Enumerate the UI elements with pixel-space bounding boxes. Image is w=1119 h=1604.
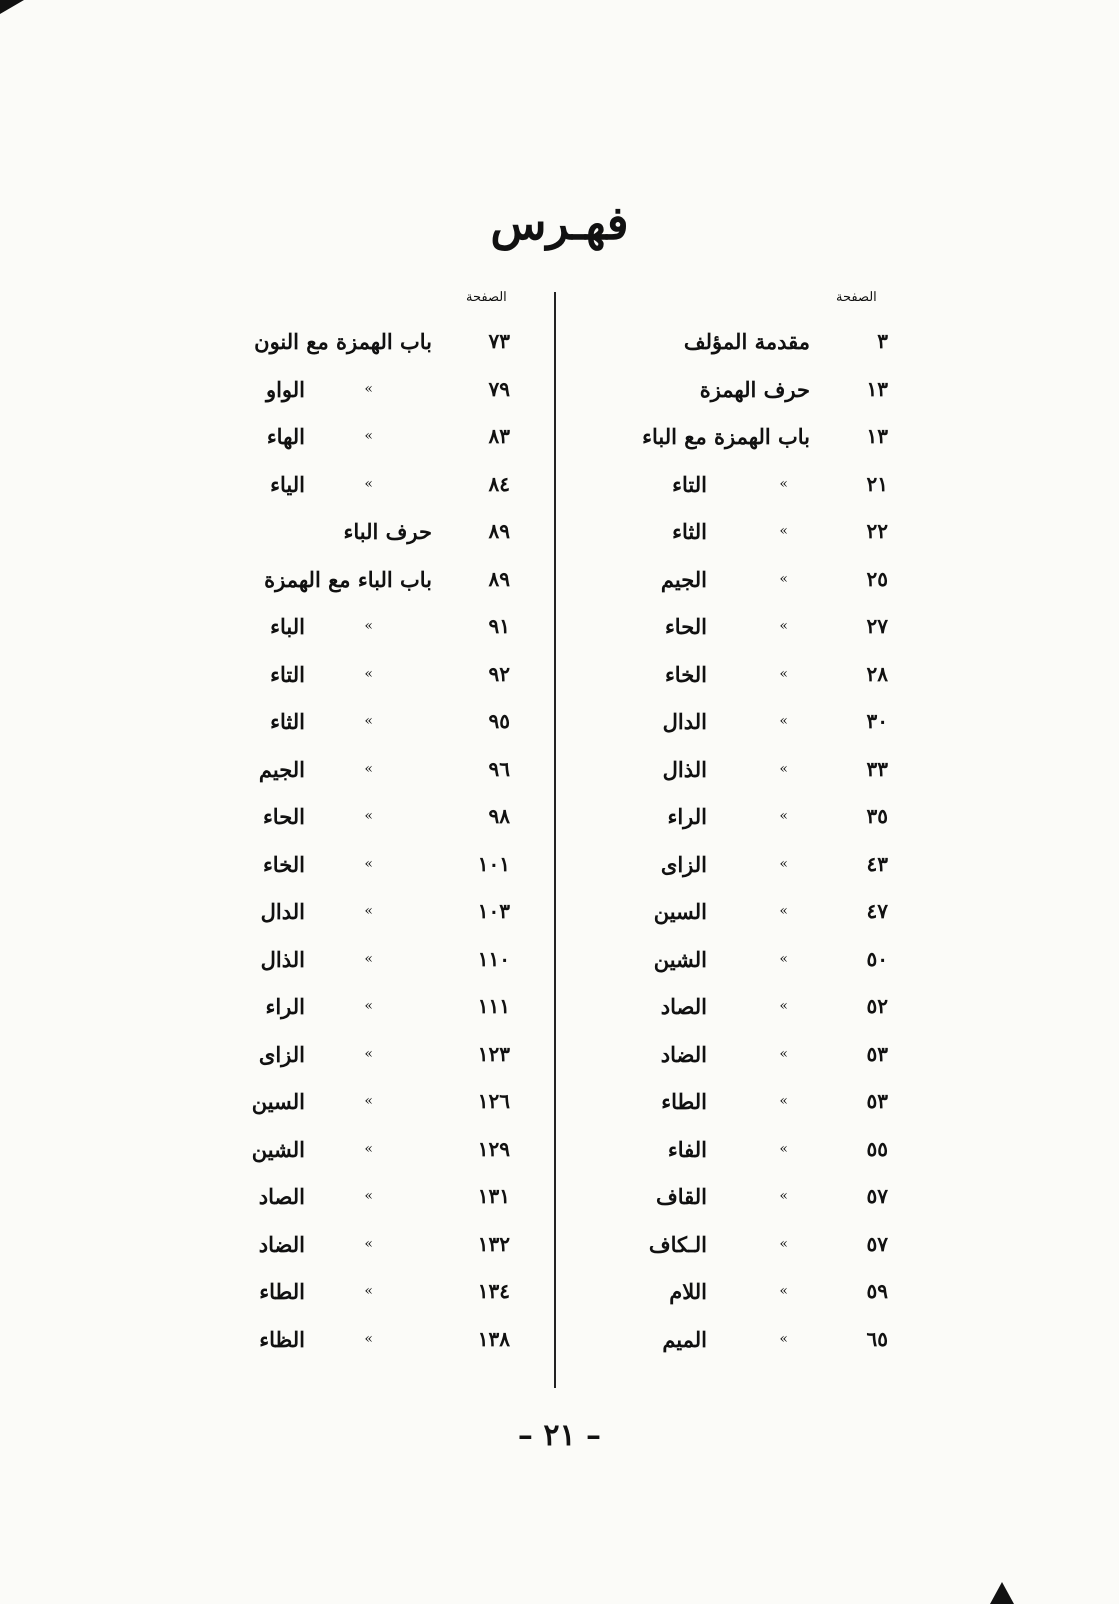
ditto-mark: » xyxy=(779,1045,788,1062)
entry-page-number: ٣٥ xyxy=(866,804,888,828)
page-title: فهـرس xyxy=(490,196,629,250)
entry-label: الشين xyxy=(653,946,707,972)
entry-page-number: ٥٧ xyxy=(866,1184,888,1208)
entry-label: الضاد xyxy=(660,1041,707,1067)
ditto-mark: » xyxy=(779,713,788,729)
entry-label: السين xyxy=(251,1089,305,1114)
index-entry xyxy=(528,461,888,509)
right-column-header: الصفحة xyxy=(836,290,877,305)
index-entry xyxy=(528,936,888,984)
ditto-mark: » xyxy=(364,1140,373,1157)
ditto-mark: » xyxy=(364,665,373,682)
ditto-mark: » xyxy=(779,665,788,682)
entry-label: الشين xyxy=(251,1136,305,1162)
ditto-mark: » xyxy=(779,760,788,777)
entry-label: باب الباء مع الهمزة xyxy=(264,566,432,592)
entry-page-number: ٢٧ xyxy=(866,614,888,638)
index-entry xyxy=(528,603,888,651)
index-entry xyxy=(150,318,510,366)
entry-page-number: ٨٤ xyxy=(488,471,510,496)
ditto-mark: » xyxy=(364,1283,373,1299)
scan-corner-mark-bottom xyxy=(990,1582,1014,1604)
ditto-mark: » xyxy=(364,1188,373,1204)
entry-label: الصاد xyxy=(258,1184,305,1209)
entry-page-number: ٢٢ xyxy=(866,519,888,543)
ditto-mark: » xyxy=(779,1330,788,1347)
ditto-mark: » xyxy=(364,380,373,397)
entry-label: الظاء xyxy=(259,1326,305,1352)
entry-label: الهاء xyxy=(266,424,305,449)
ditto-mark: » xyxy=(779,998,788,1014)
entry-page-number: ٢٨ xyxy=(866,661,888,686)
entry-label: اللام xyxy=(669,1279,707,1304)
entry-page-number: ٢٥ xyxy=(866,566,888,591)
entry-page-number: ٥٩ xyxy=(866,1279,888,1303)
index-entry xyxy=(150,793,510,841)
entry-label: باب الهمزة مع الباء xyxy=(642,424,810,449)
ditto-mark: » xyxy=(779,1093,788,1109)
index-entry xyxy=(528,366,888,414)
entry-label: الزاى xyxy=(258,1041,305,1067)
ditto-mark: » xyxy=(364,950,373,967)
entry-page-number: ٣٣ xyxy=(866,756,888,781)
index-entry xyxy=(528,746,888,794)
entry-label: الدال xyxy=(662,709,707,734)
ditto-mark: » xyxy=(364,475,373,492)
index-entry xyxy=(528,508,888,556)
entry-page-number: ١٢٦ xyxy=(477,1089,510,1113)
entry-page-number: ١١٠ xyxy=(477,946,510,971)
index-entry xyxy=(150,413,510,461)
index-entry xyxy=(150,1126,510,1174)
index-entry xyxy=(150,841,510,889)
ditto-mark: » xyxy=(364,618,373,634)
index-entry xyxy=(150,888,510,936)
entry-label: الخاء xyxy=(664,661,707,687)
entry-page-number: ٩٦ xyxy=(488,756,510,781)
index-entry xyxy=(150,936,510,984)
entry-page-number: ٤٣ xyxy=(866,851,888,876)
entry-page-number: ١٣١ xyxy=(477,1184,510,1208)
entry-label: الذال xyxy=(662,756,707,782)
index-entry xyxy=(528,1173,888,1221)
ditto-mark: » xyxy=(364,760,373,777)
entry-page-number: ١٠٣ xyxy=(477,899,510,923)
entry-label: حرف الباء xyxy=(343,519,432,544)
index-entry xyxy=(150,746,510,794)
index-entry xyxy=(528,1316,888,1364)
index-entry xyxy=(150,698,510,746)
entry-label: مقدمة المؤلف xyxy=(683,329,810,354)
entry-label: الياء xyxy=(270,471,305,497)
index-entry xyxy=(528,1268,888,1316)
entry-label: الفاء xyxy=(667,1136,707,1162)
entry-label: الميم xyxy=(662,1326,707,1352)
index-entry xyxy=(150,1268,510,1316)
entry-page-number: ١١١ xyxy=(477,994,510,1018)
entry-label: الصاد xyxy=(660,994,707,1019)
entry-page-number: ٢١ xyxy=(866,471,888,496)
ditto-mark: » xyxy=(364,998,373,1014)
ditto-mark: » xyxy=(364,1093,373,1109)
entry-page-number: ٥٥ xyxy=(866,1136,888,1161)
index-entry xyxy=(528,1126,888,1174)
index-entry xyxy=(528,698,888,746)
index-column-right xyxy=(528,318,888,1363)
index-entry xyxy=(150,1078,510,1126)
entry-label: القاف xyxy=(655,1184,707,1209)
entry-page-number: ٩١ xyxy=(488,614,510,638)
index-entry xyxy=(150,1031,510,1079)
ditto-mark: » xyxy=(364,1235,373,1252)
entry-page-number: ٣ xyxy=(877,329,888,353)
ditto-mark: » xyxy=(779,808,788,824)
index-entry xyxy=(150,983,510,1031)
entry-label: التاء xyxy=(672,471,707,497)
index-entry xyxy=(528,793,888,841)
ditto-mark: » xyxy=(779,903,788,919)
entry-label: الطاء xyxy=(259,1279,305,1304)
entry-page-number: ٥٧ xyxy=(866,1231,888,1256)
entry-label: الجيم xyxy=(660,566,707,592)
entry-page-number: ٧٣ xyxy=(488,329,510,353)
index-column-left xyxy=(150,318,510,1363)
entry-page-number: ١٣ xyxy=(866,424,888,448)
ditto-mark: » xyxy=(364,428,373,444)
entry-label: الراء xyxy=(667,804,707,829)
entry-page-number: ١٢٣ xyxy=(477,1041,510,1066)
page-number: – ٢١ – xyxy=(517,1418,602,1453)
ditto-mark: » xyxy=(779,1283,788,1299)
entry-label: الجيم xyxy=(258,756,305,782)
entry-page-number: ٩٢ xyxy=(488,661,510,686)
entry-label: الباء xyxy=(270,614,305,639)
ditto-mark: » xyxy=(779,570,788,587)
entry-label: حرف الهمزة xyxy=(699,376,810,402)
index-entry xyxy=(150,508,510,556)
index-entry xyxy=(528,1221,888,1269)
index-entry xyxy=(150,651,510,699)
index-entry xyxy=(528,888,888,936)
entry-page-number: ١٣ xyxy=(866,376,888,401)
entry-page-number: ٣٠ xyxy=(866,709,888,733)
entry-page-number: ٥٣ xyxy=(866,1089,888,1113)
entry-page-number: ١٣٤ xyxy=(477,1279,510,1303)
index-entry xyxy=(528,983,888,1031)
index-entry xyxy=(150,1173,510,1221)
entry-label: الضاد xyxy=(258,1231,305,1257)
index-entry xyxy=(150,461,510,509)
index-entry xyxy=(150,1221,510,1269)
ditto-mark: » xyxy=(364,1330,373,1347)
ditto-mark: » xyxy=(779,950,788,967)
entry-page-number: ٥٢ xyxy=(866,994,888,1018)
entry-page-number: ١٣٢ xyxy=(477,1231,510,1256)
ditto-mark: » xyxy=(364,855,373,872)
entry-page-number: ٨٩ xyxy=(488,566,510,591)
entry-page-number: ٨٩ xyxy=(488,519,510,543)
entry-label: الزاى xyxy=(660,851,707,877)
index-entry xyxy=(150,603,510,651)
entry-label: التاء xyxy=(270,661,305,687)
entry-label: الحاء xyxy=(664,614,707,639)
entry-label: الثاء xyxy=(672,519,707,544)
entry-page-number: ٤٧ xyxy=(866,899,888,923)
entry-label: الخاء xyxy=(262,851,305,877)
entry-page-number: ٦٥ xyxy=(866,1326,888,1351)
entry-page-number: ٩٥ xyxy=(488,709,510,733)
entry-label: الذال xyxy=(260,946,305,972)
ditto-mark: » xyxy=(779,475,788,492)
scan-corner-mark xyxy=(0,0,24,14)
ditto-mark: » xyxy=(779,618,788,634)
entry-label: الحاء xyxy=(262,804,305,829)
entry-label: باب الهمزة مع النون xyxy=(254,329,432,354)
entry-page-number: ٨٣ xyxy=(488,424,510,448)
entry-label: السين xyxy=(653,899,707,924)
ditto-mark: » xyxy=(364,1045,373,1062)
entry-page-number: ١٠١ xyxy=(477,851,510,876)
entry-label: الـكاف xyxy=(648,1231,707,1257)
index-entry xyxy=(528,413,888,461)
entry-label: الواو xyxy=(265,376,305,402)
index-entry xyxy=(528,841,888,889)
ditto-mark: » xyxy=(779,1140,788,1157)
entry-page-number: ١٢٩ xyxy=(477,1136,510,1161)
ditto-mark: » xyxy=(779,855,788,872)
index-entry xyxy=(150,1316,510,1364)
index-entry xyxy=(150,556,510,604)
entry-page-number: ١٣٨ xyxy=(477,1326,510,1351)
ditto-mark: » xyxy=(364,808,373,824)
left-column-header: الصفحة xyxy=(466,290,507,305)
ditto-mark: » xyxy=(364,903,373,919)
entry-label: الثاء xyxy=(270,709,305,734)
index-entry xyxy=(528,556,888,604)
entry-label: الدال xyxy=(260,899,305,924)
ditto-mark: » xyxy=(779,523,788,539)
ditto-mark: » xyxy=(779,1235,788,1252)
entry-page-number: ٥٣ xyxy=(866,1041,888,1066)
ditto-mark: » xyxy=(364,713,373,729)
entry-page-number: ٩٨ xyxy=(488,804,510,828)
entry-page-number: ٥٠ xyxy=(866,946,888,971)
index-entry xyxy=(528,1031,888,1079)
index-entry xyxy=(528,318,888,366)
index-entry xyxy=(528,1078,888,1126)
entry-label: الطاء xyxy=(661,1089,707,1114)
index-entry xyxy=(150,366,510,414)
ditto-mark: » xyxy=(779,1188,788,1204)
index-entry xyxy=(528,651,888,699)
entry-page-number: ٧٩ xyxy=(488,376,510,401)
entry-label: الراء xyxy=(265,994,305,1019)
